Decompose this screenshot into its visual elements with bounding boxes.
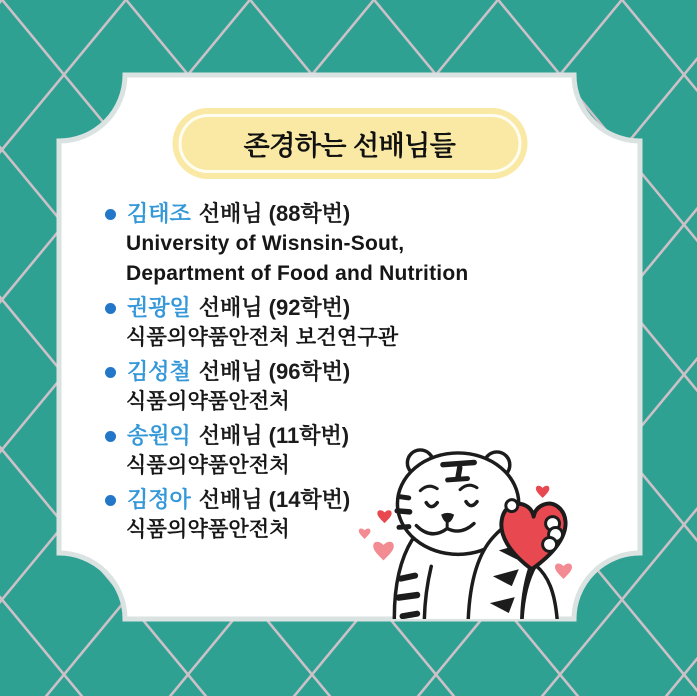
bullet-icon bbox=[105, 367, 116, 378]
bullet-icon bbox=[105, 209, 116, 220]
senior-suffix: 선배님 (88학번) bbox=[198, 201, 351, 226]
list-item bbox=[105, 357, 595, 417]
senior-affiliation: 식품의약품안전처 bbox=[126, 390, 290, 413]
senior-suffix: 선배님 (14학번) bbox=[198, 487, 351, 512]
senior-affiliation: 식품의약품안전처 bbox=[126, 454, 290, 477]
senior-suffix: 선배님 (92학번) bbox=[198, 295, 351, 320]
tiger-holding-heart-illustration bbox=[350, 440, 600, 619]
senior-name: 송원익 bbox=[127, 423, 191, 448]
bullet-icon bbox=[105, 303, 116, 314]
senior-name-line bbox=[105, 293, 595, 323]
senior-affiliation: 식품의약품안전처 bbox=[126, 518, 290, 541]
senior-suffix: 선배님 (96학번) bbox=[198, 359, 351, 384]
senior-affiliation: University of Wisnsin-Sout, bbox=[126, 232, 405, 255]
bullet-icon bbox=[105, 431, 116, 442]
senior-name: 권광일 bbox=[127, 295, 191, 320]
content-card bbox=[55, 71, 644, 623]
page-title: 존경하는 선배님들 bbox=[243, 131, 456, 161]
senior-name: 김정아 bbox=[127, 487, 191, 512]
bullet-icon bbox=[105, 495, 116, 506]
senior-suffix: 선배님 (11학번) bbox=[198, 423, 350, 448]
title-pill bbox=[172, 108, 527, 179]
senior-affiliation: Department of Food and Nutrition bbox=[126, 262, 469, 285]
list-item bbox=[105, 293, 595, 353]
senior-name: 김성철 bbox=[127, 359, 191, 384]
senior-affiliation: 식품의약품안전처 보건연구관 bbox=[126, 326, 399, 349]
list-item bbox=[105, 199, 595, 289]
senior-name: 김태조 bbox=[127, 201, 191, 226]
senior-name-line bbox=[105, 199, 595, 229]
title-pill-inner-ring bbox=[178, 114, 521, 173]
senior-name-line bbox=[105, 357, 595, 387]
